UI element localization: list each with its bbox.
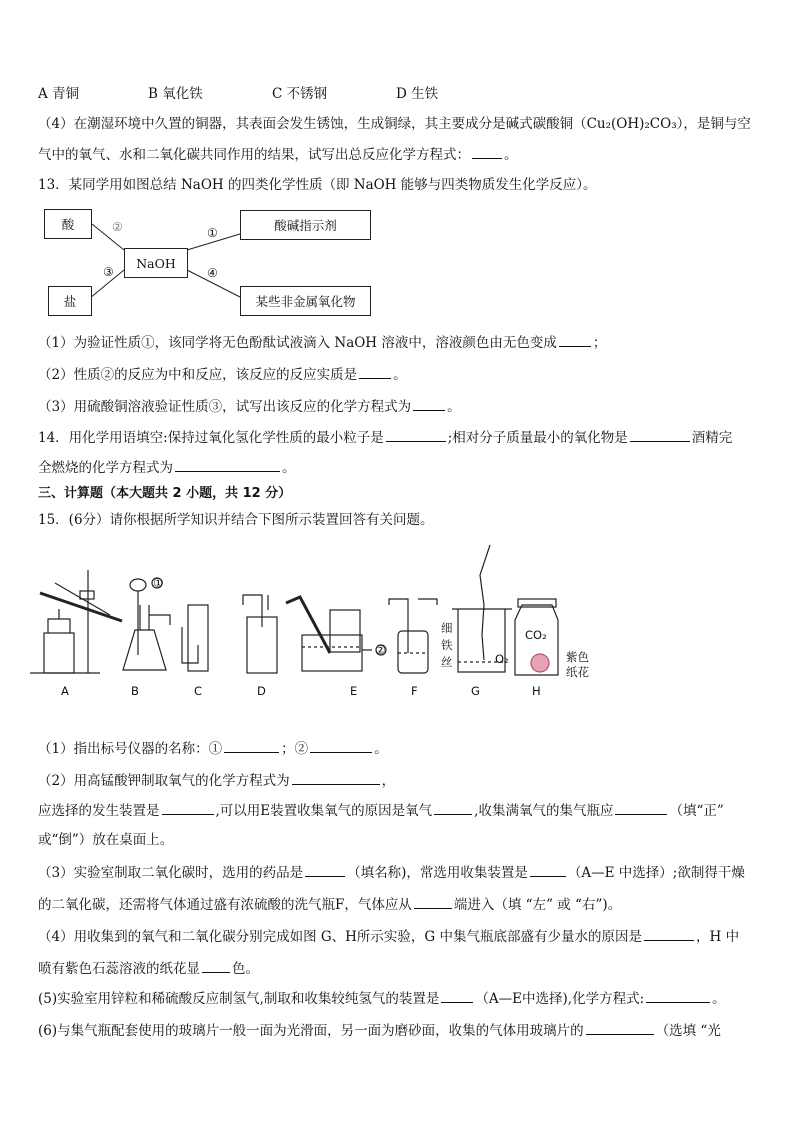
q15-sub4-line2: 喷有紫色石蕊溶液的纸花显 色。 (38, 958, 259, 979)
answer-blank[interactable] (559, 332, 591, 347)
diagram-connectors (0, 0, 794, 330)
label-h: H (532, 684, 541, 698)
answer-blank[interactable] (434, 800, 472, 815)
q15-sub4: （4）用收集到的氧气和二氧化碳分别完成如图 G、H所示实验，G 中集气瓶底部盛有少量水的原因是 ，H 中 (38, 926, 739, 947)
option-d: D 生铁 (396, 86, 439, 102)
answer-blank[interactable] (305, 862, 345, 877)
q15-sub6: (6)与集气瓶配套使用的玻璃片一般一面为光滑面，另一面为磨砂面，收集的气体用玻璃片的 （选填 “光 (38, 1020, 721, 1041)
box-indicator: 酸碱指示剂 (240, 210, 371, 240)
mark-3: ③ (103, 265, 114, 279)
q15-sub2: （2）用高锰酸钾制取氧气的化学方程式为 ， (38, 770, 395, 791)
mark-2: ② (112, 220, 123, 234)
q14-line1: 14．用化学用语填空:保持过氧化氢化学性质的最小粒子是 ;相对分子质量最小的氧化物是 酒精完 (38, 427, 732, 448)
label-d: D (257, 684, 266, 698)
section-title: 三、计算题（本大题共 2 小题，共 12 分） (38, 486, 292, 501)
label-a: A (61, 684, 69, 698)
answer-blank[interactable] (586, 1020, 654, 1035)
box-acid: 酸 (44, 209, 92, 239)
answer-blank[interactable] (644, 926, 694, 941)
apparatus-a (30, 570, 122, 673)
answer-blank[interactable] (359, 364, 391, 379)
apparatus-e (286, 597, 386, 671)
apparatus-d (243, 595, 277, 673)
q15-sub3-line2: 的二氧化碳，还需将气体通过盛有浓硫酸的洗气瓶F，气体应从 端进入（填 “左” 或 “右”)。 (38, 894, 621, 915)
annot-mark-1: ① (153, 576, 164, 590)
annot-co2: CO₂ (525, 628, 547, 642)
annot-o2: O₂ (495, 652, 509, 666)
q13-sub3: （3）用硫酸铜溶液验证性质③，试写出该反应的化学方程式为 。 (38, 396, 461, 417)
label-b: B (131, 684, 139, 698)
label-f: F (411, 684, 418, 698)
mark-1: ① (207, 226, 218, 240)
q15-sub1: （1）指出标号仪器的名称：① ；② 。 (38, 738, 388, 759)
option-b: B 氧化铁 (148, 86, 203, 102)
answer-blank[interactable] (224, 738, 279, 753)
apparatus-c (182, 605, 208, 671)
answer-blank[interactable] (175, 457, 280, 472)
q15-sub3: （3）实验室制取二氧化碳时，选用的药品是 （填名称)，常选用收集装置是 （A—E 中选择）;欲制得干燥 (38, 862, 745, 883)
answer-blank[interactable] (530, 862, 566, 877)
apparatus-figure (0, 535, 794, 700)
box-naoh: NaOH (124, 248, 188, 278)
q14-line2: 全燃烧的化学方程式为 。 (38, 457, 296, 478)
annot-mark-2: ② (375, 643, 386, 657)
annot-iron-wire: 细铁丝 (441, 621, 453, 669)
label-e: E (350, 684, 358, 698)
apparatus-b (123, 578, 170, 670)
mark-4: ④ (207, 266, 218, 280)
q12-sub4-line2: 气中的氧气、水和二氧化碳共同作用的结果，试写出总反应化学方程式： 。 (38, 144, 518, 165)
q15-stem: 15．(6分）请你根据所学知识并结合下图所示装置回答有关问题。 (38, 512, 434, 528)
answer-blank[interactable] (441, 988, 473, 1003)
q15-sub5: (5)实验室用锌粒和稀硫酸反应制氢气,制取和收集较纯氢气的装置是 （A—E中选择),化学方程式: 。 (38, 988, 726, 1009)
answer-blank[interactable] (615, 800, 667, 815)
q15-sub2-line2: 应选择的发生装置是 ,可以用E装置收集氧气的原因是氧气 ,收集满氧气的集气瓶应 （填“正” (38, 800, 724, 821)
answer-blank[interactable] (414, 894, 452, 909)
label-g: G (471, 684, 480, 698)
apparatus-f (389, 599, 437, 673)
q15-sub2-line3: 或“倒”）放在桌面上。 (38, 832, 174, 848)
box-nonmetal-oxide: 某些非金属氧化物 (240, 286, 371, 316)
answer-blank[interactable] (646, 988, 710, 1003)
option-a: A 青铜 (38, 86, 80, 102)
label-c: C (194, 684, 203, 698)
q13-stem: 13．某同学用如图总结 NaOH 的四类化学性质（即 NaOH 能够与四类物质发生化学反应）。 (38, 177, 597, 193)
answer-blank[interactable] (630, 427, 690, 442)
option-c: C 不锈钢 (272, 86, 328, 102)
q13-sub2: （2）性质②的反应为中和反应，该反应的反应实质是 。 (38, 364, 407, 385)
q13-sub1: （1）为验证性质①，该同学将无色酚酞试液滴入 NaOH 溶液中，溶液颜色由无色变成 ； (38, 332, 606, 353)
answer-blank[interactable] (310, 738, 372, 753)
q12-sub4-line1: （4）在潮湿环境中久置的铜器，其表面会发生锈蚀，生成铜绿，其主要成分是碱式碳酸铜（Cu₂(OH)₂CO₃），是铜与空 (38, 116, 751, 132)
answer-blank[interactable] (413, 396, 445, 411)
answer-blank[interactable] (162, 800, 214, 815)
answer-blank[interactable] (386, 427, 446, 442)
answer-blank[interactable] (292, 770, 380, 785)
box-salt: 盐 (48, 286, 92, 316)
answer-blank[interactable] (202, 958, 230, 973)
annot-paper-flower: 紫色纸花 (566, 650, 589, 679)
